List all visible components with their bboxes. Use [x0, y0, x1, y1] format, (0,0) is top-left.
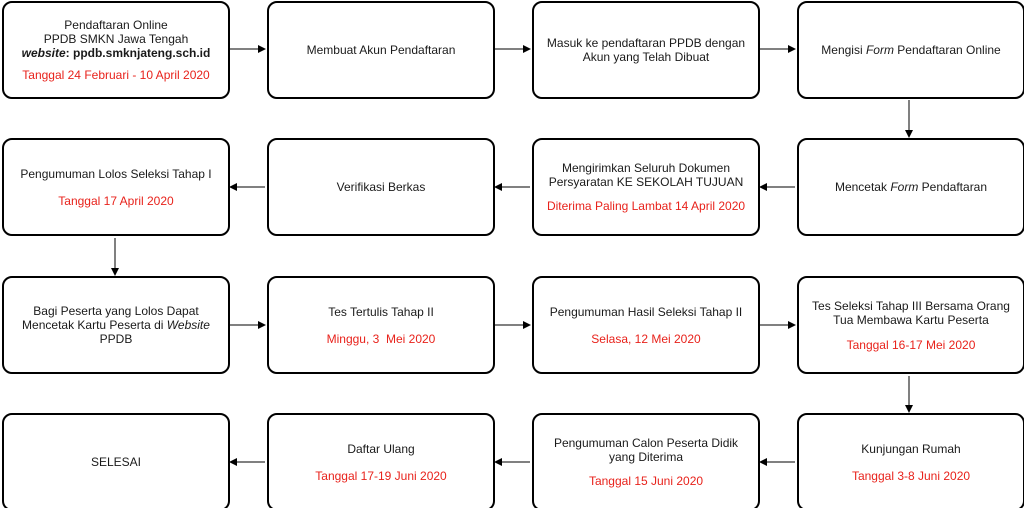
step-mengirimkan-dokumen	[532, 138, 760, 236]
step-10-date: Minggu, 3 Mei 2020	[326, 331, 436, 346]
website-label: website	[21, 46, 66, 60]
step-1-date: Tanggal 24 Februari - 10 April 2020	[22, 68, 210, 82]
step-8-text: Pengumuman Lolos Seleksi Tahap I	[20, 166, 212, 181]
step-11-date: Selasa, 12 Mei 2020	[591, 331, 701, 346]
step-selesai	[2, 413, 230, 511]
step-pengumuman-diterima	[532, 413, 760, 511]
step-12-date: Tanggal 16-17 Mei 2020	[846, 337, 976, 352]
step-15-date: Tanggal 17-19 Juni 2020	[315, 468, 447, 483]
step-1-website	[22, 46, 211, 60]
step-4-text: Mengisi Form Pendaftaran Online	[821, 43, 1001, 57]
step-membuat-akun	[267, 1, 495, 99]
step-daftar-ulang	[267, 413, 495, 511]
step-10-text: Tes Tertulis Tahap II	[328, 304, 434, 319]
step-2-text: Membuat Akun Pendaftaran	[306, 43, 456, 57]
step-5-text: Mencetak Form Pendaftaran	[834, 180, 988, 194]
step-1-line-2: PPDB SMKN Jawa Tengah	[43, 32, 189, 46]
step-pendaftaran-online	[2, 1, 230, 99]
step-pengumuman-tahap-1	[2, 138, 230, 236]
step-masuk-pendaftaran	[532, 1, 760, 99]
step-tes-seleksi-tahap-3	[797, 276, 1024, 374]
step-7-text: Verifikasi Berkas	[336, 180, 426, 194]
step-12-text: Tes Seleksi Tahap III Bersama Orang Tua Membawa Kartu Peserta	[812, 298, 1010, 327]
step-13-date: Tanggal 3-8 Juni 2020	[851, 468, 971, 483]
step-13-text: Kunjungan Rumah	[861, 441, 961, 456]
step-mencetak-form	[797, 138, 1024, 236]
step-14-date: Tanggal 15 Juni 2020	[588, 474, 704, 488]
step-cetak-kartu-peserta	[2, 276, 230, 374]
step-14-text: Pengumuman Calon Peserta Didik yang Diterima	[553, 436, 739, 464]
website-url: : ppdb.smknjateng.sch.id	[65, 46, 211, 60]
step-3-text: Masuk ke pendaftaran PPDB dengan Akun yang Telah Dibuat	[546, 36, 746, 64]
step-6-date: Diterima Paling Lambat 14 April 2020	[546, 199, 746, 213]
bottom-edge-mask	[0, 508, 1024, 512]
step-verifikasi-berkas	[267, 138, 495, 236]
step-11-text: Pengumuman Hasil Seleksi Tahap II	[549, 304, 743, 319]
step-pengumuman-tahap-2	[532, 276, 760, 374]
step-8-date: Tanggal 17 April 2020	[58, 193, 174, 208]
step-16-text: SELESAI	[90, 455, 142, 469]
step-kunjungan-rumah	[797, 413, 1024, 511]
step-15-text: Daftar Ulang	[347, 441, 415, 456]
step-tes-tertulis-tahap-2	[267, 276, 495, 374]
step-6-text: Mengirimkan Seluruh Dokumen Persyaratan KE SEKOLAH TUJUAN	[548, 161, 744, 189]
step-1-line-1: Pendaftaran Online	[64, 18, 168, 32]
step-9-text: Bagi Peserta yang Lolos Dapat Mencetak Kartu Peserta di Website PPDB	[22, 304, 210, 346]
step-mengisi-form	[797, 1, 1024, 99]
